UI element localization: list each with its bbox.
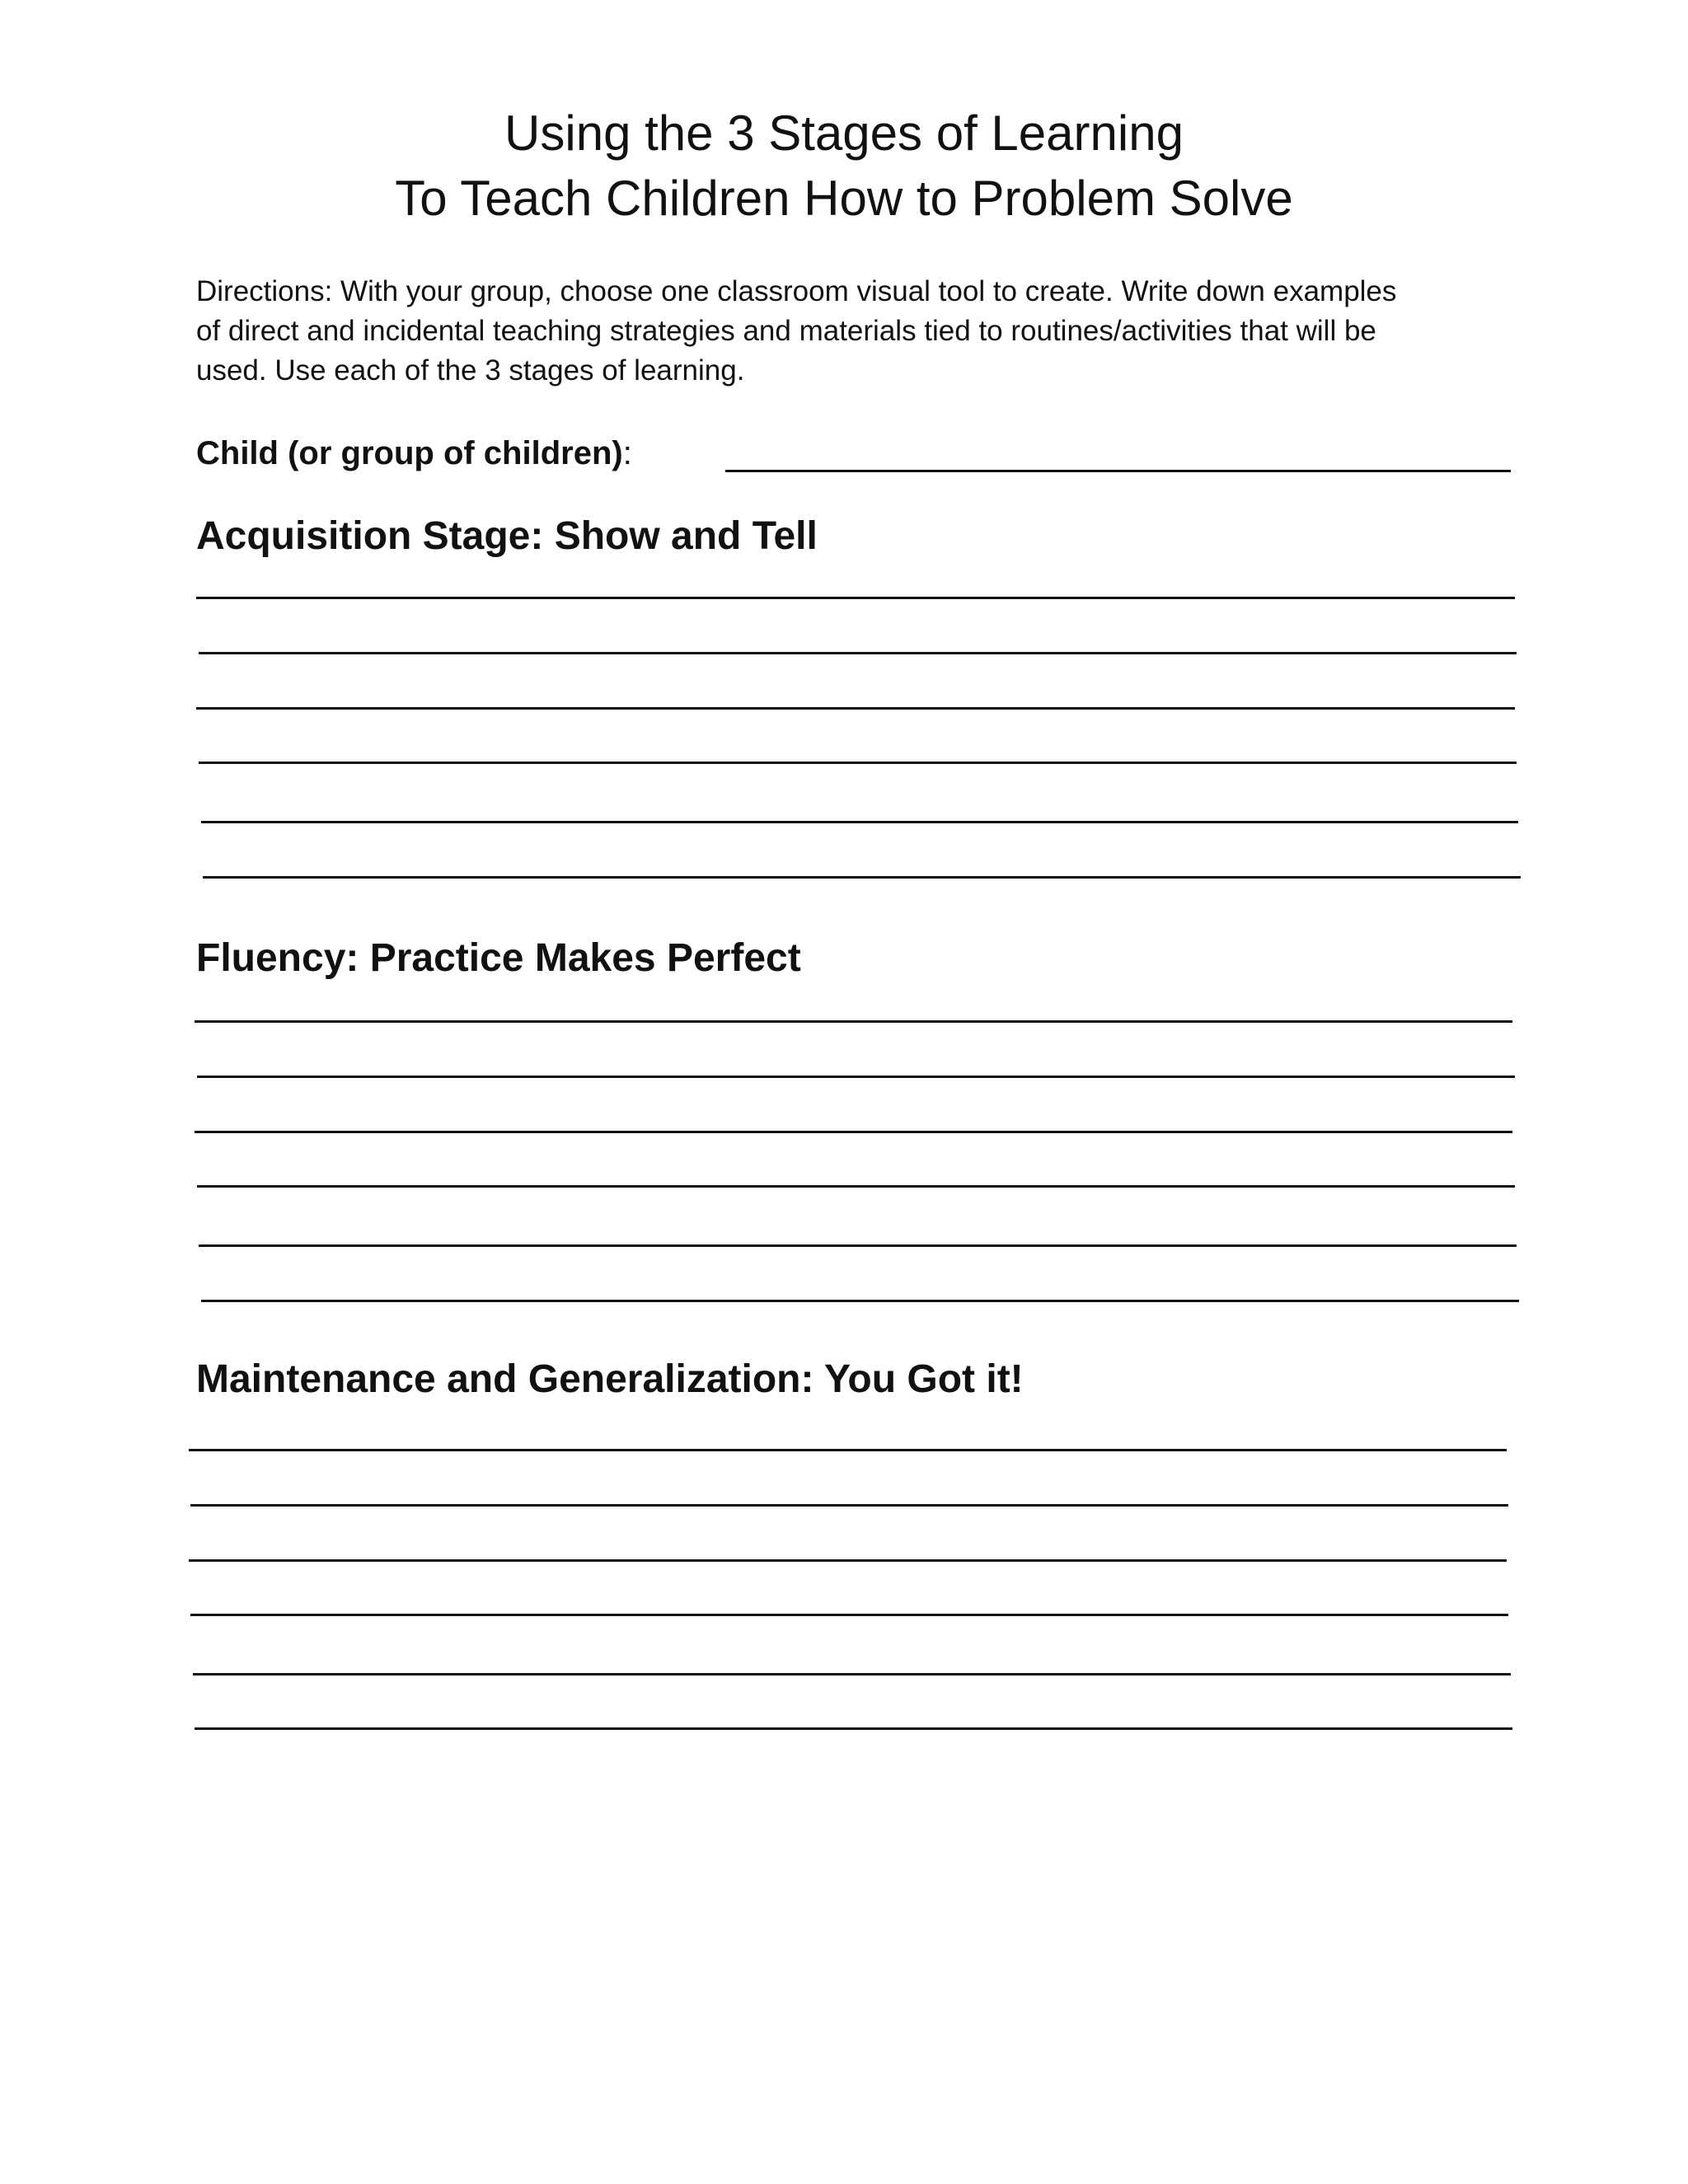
directions-line-1: Directions: With your group, choose one classroom visual tool to create. Write down examples xyxy=(196,275,1397,307)
fluency-answer-line-6[interactable] xyxy=(201,1300,1519,1302)
fluency-answer-line-5[interactable] xyxy=(199,1244,1517,1247)
maintenance-answer-line-1[interactable] xyxy=(189,1449,1507,1451)
fluency-answer-line-2[interactable] xyxy=(197,1076,1515,1078)
fluency-answer-line-3[interactable] xyxy=(195,1131,1512,1133)
child-label-text: Child (or group of children) xyxy=(196,435,623,471)
title-line-1: Using the 3 Stages of Learning xyxy=(504,105,1184,161)
fluency-answer-line-4[interactable] xyxy=(197,1185,1515,1188)
acquisition-answer-line-6[interactable] xyxy=(203,876,1521,879)
title-line-2: To Teach Children How to Problem Solve xyxy=(395,171,1293,226)
acquisition-heading: Acquisition Stage: Show and Tell xyxy=(196,514,818,558)
child-answer-line[interactable] xyxy=(725,470,1511,472)
acquisition-answer-line-1[interactable] xyxy=(196,597,1515,599)
child-field-label xyxy=(196,431,632,476)
maintenance-heading: Maintenance and Generalization: You Got it! xyxy=(196,1357,1024,1401)
acquisition-answer-line-5[interactable] xyxy=(201,821,1518,823)
acquisition-answer-line-2[interactable] xyxy=(199,652,1517,654)
directions-line-3: used. Use each of the 3 stages of learning. xyxy=(196,354,745,387)
acquisition-answer-line-4[interactable] xyxy=(199,762,1517,764)
acquisition-answer-line-3[interactable] xyxy=(196,707,1515,710)
directions-line-2: of direct and incidental teaching strategies and materials tied to routines/activities that will be xyxy=(196,315,1376,347)
child-label-colon: : xyxy=(622,435,632,471)
maintenance-answer-line-4[interactable] xyxy=(190,1614,1508,1616)
maintenance-answer-line-5[interactable] xyxy=(193,1673,1511,1675)
fluency-answer-line-1[interactable] xyxy=(195,1020,1512,1023)
maintenance-answer-line-6[interactable] xyxy=(195,1727,1512,1730)
maintenance-answer-line-2[interactable] xyxy=(190,1504,1508,1507)
maintenance-answer-line-3[interactable] xyxy=(189,1559,1507,1562)
directions-paragraph xyxy=(196,272,1498,391)
fluency-heading: Fluency: Practice Makes Perfect xyxy=(196,936,801,980)
